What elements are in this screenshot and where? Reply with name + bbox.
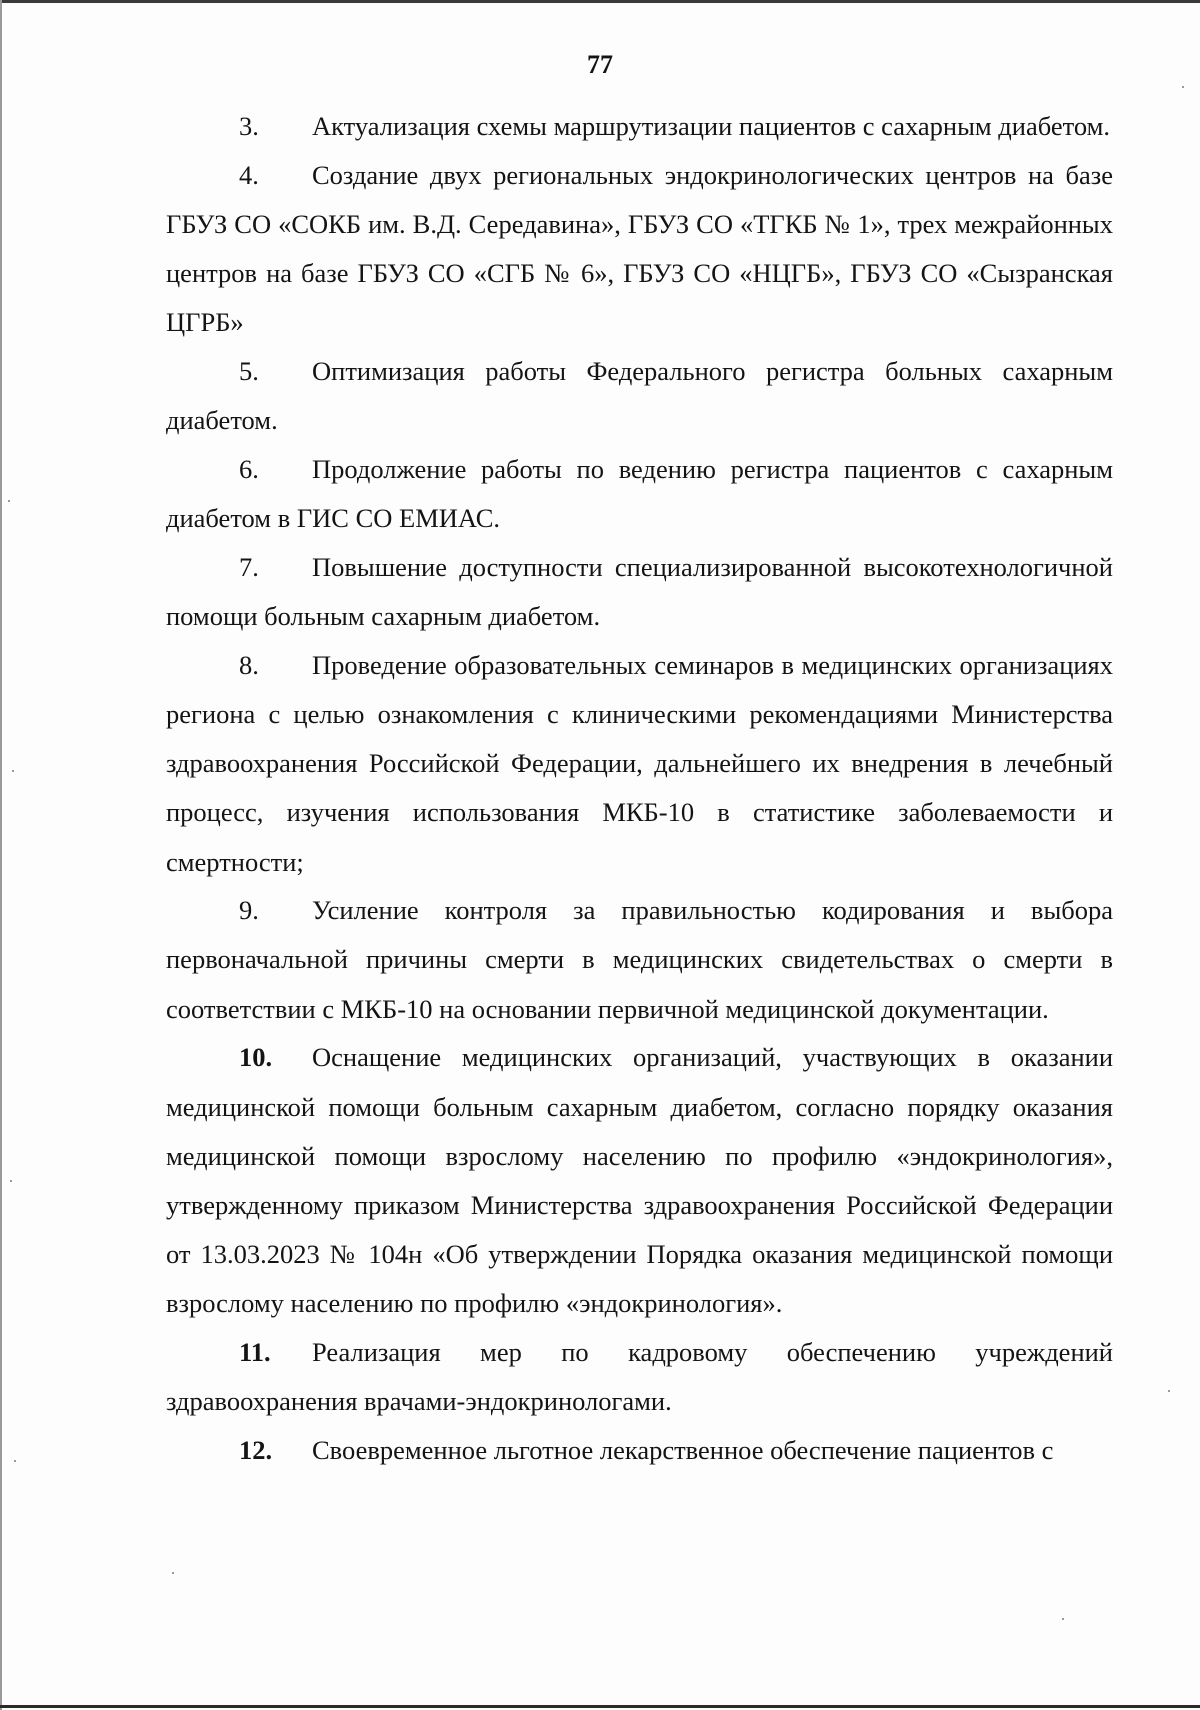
- item-text: Создание двух региональных эндокринологических центров на базе ГБУЗ СО «СОКБ им. В.Д. Середавина», ГБУЗ СО «ТГКБ № 1», трех межрайонных центров на базе ГБУЗ СО «СГБ № 6», ГБУЗ СО «НЦГБ», ГБУЗ СО «Сызранская ЦГРБ»: [166, 159, 1113, 338]
- list-item: [166, 1033, 1113, 1328]
- scan-speck: [172, 1572, 174, 1574]
- item-number: 10.: [239, 1042, 273, 1073]
- list-item: [166, 102, 1113, 151]
- item-text: Оптимизация работы Федерального регистра больных сахарным диабетом.: [166, 356, 1113, 436]
- list-item: [166, 543, 1113, 641]
- item-text: Реализация мер по кадровому обеспечению учреждений здравоохранения врачами-эндокринологами.: [166, 1337, 1113, 1417]
- scan-speck: [12, 770, 14, 772]
- scan-speck: [1168, 1390, 1170, 1392]
- scan-speck: [1182, 86, 1184, 88]
- item-number: 9.: [239, 895, 259, 926]
- list-item: [166, 445, 1113, 543]
- scan-speck: [10, 1180, 12, 1182]
- item-text: Усиление контроля за правильностью кодирования и выбора первоначальной причины смерти в медицинских свидетельствах о смерти в соответствии с МКБ-10 на основании первичной медицинской документации.: [166, 895, 1113, 1024]
- scan-top-edge: [0, 0, 1200, 3]
- item-number: 3.: [239, 111, 259, 141]
- item-text: Повышение доступности специализированной высокотехнологичной помощи больным сахарным диабетом.: [166, 551, 1113, 632]
- item-text: Продолжение работы по ведению регистра пациентов с сахарным диабетом в ГИС СО ЕМИАС.: [166, 453, 1113, 534]
- item-number: 12.: [239, 1434, 273, 1465]
- list-item: [166, 641, 1113, 887]
- scan-left-edge: [0, 0, 2, 1710]
- item-text: Своевременное льготное лекарственное обеспечение пациентов с: [312, 1434, 1054, 1465]
- page-number: 77: [587, 50, 613, 79]
- scan-speck: [8, 500, 10, 502]
- list-item: [166, 151, 1113, 348]
- scan-speck: [14, 1460, 16, 1462]
- item-text: Актуализация схемы маршрутизации пациентов с сахарным диабетом.: [312, 111, 1110, 141]
- item-number: 11.: [239, 1337, 271, 1368]
- scan-speck: [1062, 1618, 1064, 1620]
- list-item: [166, 1426, 1113, 1475]
- item-number: 7.: [239, 551, 259, 582]
- item-number: 4.: [239, 159, 259, 190]
- scan-bottom-edge: [0, 1705, 1200, 1708]
- item-number: 8.: [239, 649, 259, 680]
- list-item: [166, 886, 1113, 1034]
- list-item: [166, 347, 1113, 445]
- item-text: Проведение образовательных семинаров в медицинских организациях региона с целью ознакомления с клиническими рекомендациями Министерства здравоохранения Российской Федерации, дальнейшего их внедрения в лечебный процесс, изучения использования МКБ-10 в статистике заболеваемости и смертности;: [166, 649, 1113, 877]
- list-item: [166, 1328, 1113, 1426]
- item-text: Оснащение медицинских организаций, участвующих в оказании медицинской помощи больным сахарным диабетом, согласно порядку оказания медицинской помощи взрослому населению по профилю «эндокринология», утвержденному приказом Министерства здравоохранения Российской Федерации от 13.03.2023 № 104н «Об утверждении Порядка оказания медицинской помощи взрослому населению по профилю «эндокринология».: [166, 1042, 1113, 1319]
- item-number: 5.: [239, 356, 259, 387]
- item-number: 6.: [239, 453, 259, 484]
- document-body: [166, 102, 1113, 1475]
